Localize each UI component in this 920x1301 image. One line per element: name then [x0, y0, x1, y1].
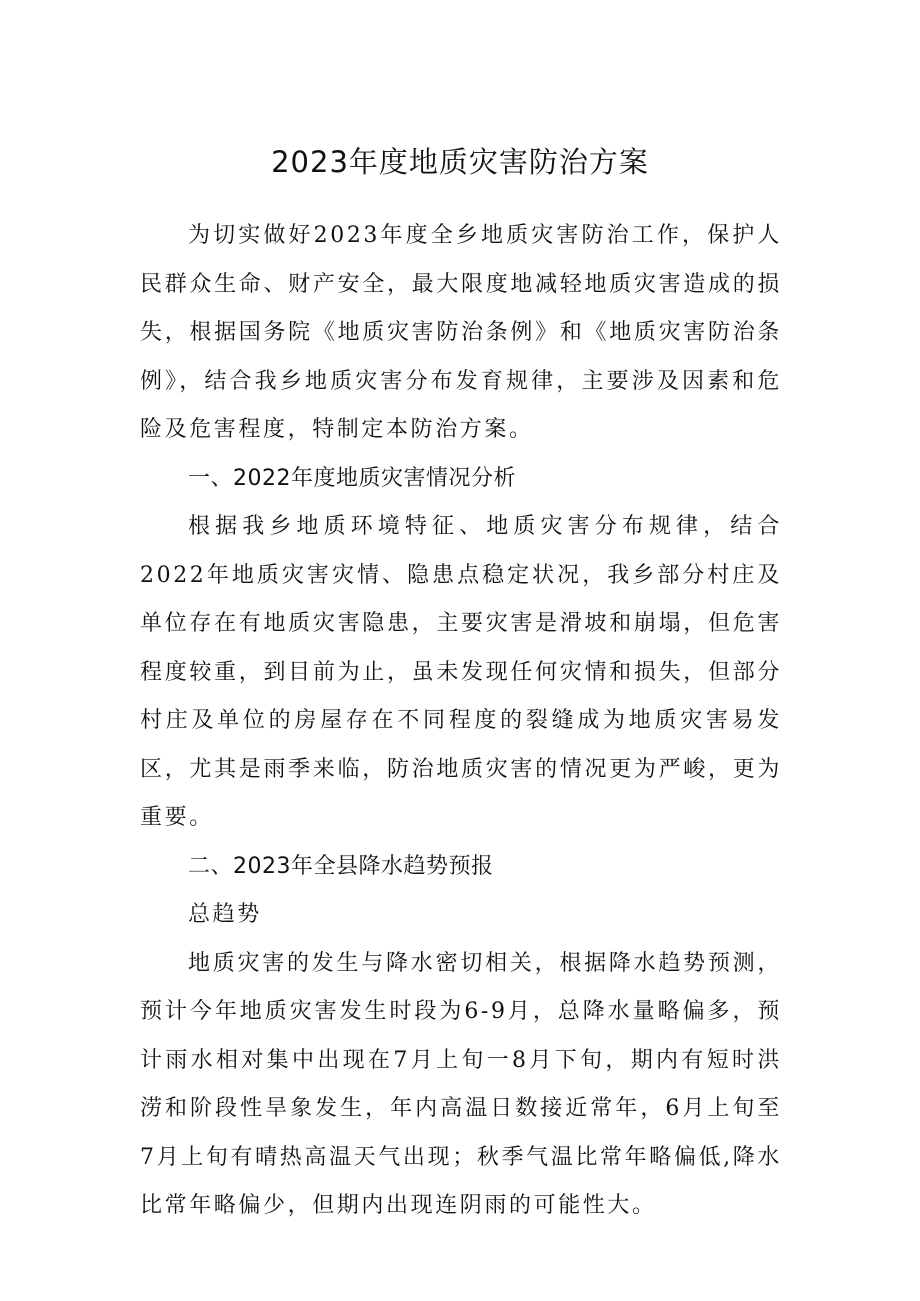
section-1-heading: 一、2022年度地质灾害情况分析: [188, 465, 516, 491]
intro-paragraph: 为切实做好2023年度全乡地质灾害防治工作，保护人民群众生命、财产安全，最大限度地减轻地质灾害造成的损失，根据国务院《地质灾害防治条例》和《地质灾害防治条例》，结合我乡地质灾害分布发育规律，主要涉及因素和危险及危害程度，特制定本防治方案。: [140, 223, 782, 442]
section-2-heading: 二、2023年全县降水趋势预报: [188, 853, 494, 879]
document-body: [140, 212, 782, 1231]
section-1-paragraph: 根据我乡地质环境特征、地质灾害分布规律，结合2022年地质灾害灾情、隐患点稳定状况，我乡部分村庄及单位存在有地质灾害隐患，主要灾害是滑坡和崩塌，但危害程度较重，到目前为止，虽未发现任何灾情和损失，但部分村庄及单位的房屋存在不同程度的裂缝成为地质灾害易发区，尤其是雨季来临，防治地质灾害的情况更为严峻，更为重要。: [140, 514, 782, 830]
section-2-subheading: 总趋势: [188, 902, 262, 927]
document-title: 2023年度地质灾害防治方案: [271, 145, 649, 179]
section-2-paragraph: 地质灾害的发生与降水密切相关，根据降水趋势预测，预计今年地质灾害发生时段为6-9月，总降水量略偏多，预计雨水相对集中出现在7月上旬一8月下旬，期内有短时洪涝和阶段性旱象发生，年内高温日数接近常年，6月上旬至7月上旬有晴热高温天气出现；秋季气温比常年略偏低,降水比常年略偏少，但期内出现连阴雨的可能性大。: [140, 950, 782, 1218]
